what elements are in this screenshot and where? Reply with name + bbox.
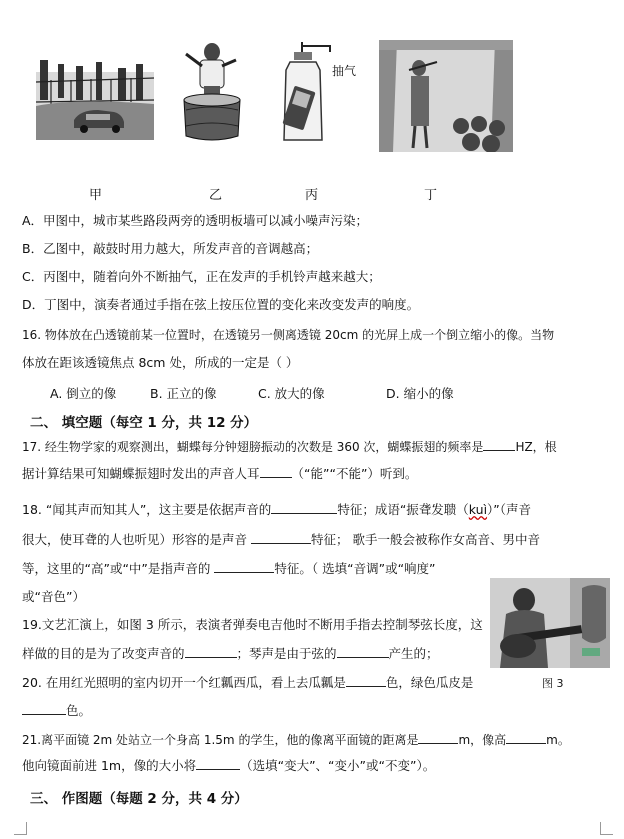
figure-ding-violinist xyxy=(379,40,513,152)
q21-text-1b: m，像高 xyxy=(458,733,507,747)
q18-line-1 xyxy=(22,502,531,518)
q21-text-1c: m。 xyxy=(546,733,570,747)
q21-text-1a: 21.离平面镜 2m 处站立一个身高 1.5m 的学生，他的像离平面镜的距离是 xyxy=(22,733,419,747)
caption-bing: 丙 xyxy=(305,188,319,203)
figure-3-caption: 图 3 xyxy=(542,677,564,690)
section-3-heading: 三、 作图题（每题 2 分，共 4 分） xyxy=(30,791,248,807)
figure-bing-bell-jar xyxy=(282,40,332,144)
bing-pump-label: 抽气 xyxy=(332,64,357,78)
q21-text-2a: 他向镜面前进 1m，像的大小将 xyxy=(22,758,197,773)
q18-text-2b: 特征； 歌手一般会被称作女高音、男中音 xyxy=(311,532,540,547)
q15-option-a: A．甲图中，城市某些路段两旁的透明板墙可以减小噪声污染； xyxy=(22,213,369,228)
q18-line-4: 或“音色”） xyxy=(22,589,85,604)
q17-text-1a: 17. 经生物学家的观察测出，蝴蝶每分钟翅膀振动的次数是 360 次，蝴蝶振翅的频率是 xyxy=(22,440,484,454)
q21-blank-1 xyxy=(418,732,458,744)
caption-jia: 甲 xyxy=(89,188,103,203)
q18-text-1c: ）”（声音 xyxy=(487,502,532,517)
q17-line-1 xyxy=(22,439,557,455)
q19-text-2a: 样做的目的是为了改变声音的 xyxy=(22,646,185,661)
q21-blank-3 xyxy=(196,758,240,770)
caption-yi: 乙 xyxy=(209,188,223,203)
q21-line-2 xyxy=(22,758,435,774)
q19-blank-1 xyxy=(185,646,237,658)
figure-3-guitarist xyxy=(490,578,610,668)
q16-option-a: A. 倒立的像 xyxy=(50,386,117,401)
q18-text-2a: 很大，使耳聋的人也听见）形容的是声音 xyxy=(22,532,248,547)
q18-text-3a: 等，这里的“高”或“中”是指声音的 xyxy=(22,561,211,576)
q19-line-1: 19.文艺汇演上，如图 3 所示，表演者弹奏电吉他时不断用手指去控制琴弦长度，这 xyxy=(22,617,483,632)
q17-text-2a: 据计算结果可知蝴蝶振翅时发出的声音人耳 xyxy=(22,466,260,481)
q19-line-2 xyxy=(22,646,439,662)
section-2-heading: 二、 填空题（每空 1 分，共 12 分） xyxy=(30,415,258,431)
q16-option-b: B. 正立的像 xyxy=(150,386,217,401)
q20-text-2: 色。 xyxy=(66,703,92,718)
q21-line-1 xyxy=(22,732,570,748)
q20-line-2 xyxy=(22,703,91,719)
q19-blank-2 xyxy=(337,646,389,658)
q16-line-1: 16. 物体放在凸透镜前某一位置时，在透镜另一侧离透镜 20cm 的光屏上成一个倒立缩小的像。当物 xyxy=(22,328,555,342)
q15-option-b: B．乙图中，敲鼓时用力越大，所发声音的音调越高； xyxy=(22,241,319,256)
q18-pinyin-kui: kuì xyxy=(468,502,488,517)
q20-blank-1 xyxy=(346,675,386,687)
q18-text-1a: 18. “闻其声而知其人”，这主要是依据声音的 xyxy=(22,502,272,517)
q19-text-2c: 产生的； xyxy=(388,646,439,661)
q17-blank-audible xyxy=(260,466,292,478)
q18-text-3b: 特征。（ 选填“音调”或“响度” xyxy=(274,561,436,576)
q18-blank-3 xyxy=(214,561,274,573)
q18-line-2 xyxy=(22,532,540,548)
q18-blank-2 xyxy=(251,532,311,544)
q20-text-1a: 20. 在用红光照明的室内切开一个红瓤西瓜，看上去瓜瓤是 xyxy=(22,675,346,690)
q19-text-2b: ；琴声是由于弦的 xyxy=(236,646,337,661)
q17-text-1b: HZ，根 xyxy=(515,440,557,454)
q16-option-d: D. 缩小的像 xyxy=(386,386,454,401)
page-corner-mark-right xyxy=(600,822,613,835)
q16-option-c: C. 放大的像 xyxy=(258,386,325,401)
q18-line-3 xyxy=(22,561,436,577)
q17-text-2b: （“能”“不能”）听到。 xyxy=(291,466,418,481)
q21-text-2b: （选填“变大”、“变小”或“不变”）。 xyxy=(240,758,436,773)
q20-blank-2 xyxy=(22,703,66,715)
q16-line-2: 体放在距该透镜焦点 8cm 处，所成的一定是（ ） xyxy=(22,355,299,370)
figure-yi-drummer xyxy=(180,40,242,144)
page-corner-mark-left xyxy=(14,822,27,835)
q15-option-d: D．丁图中，演奏者通过手指在弦上按压位置的变化来改变发声的响度。 xyxy=(22,297,420,312)
q21-blank-2 xyxy=(506,732,546,744)
q17-line-2 xyxy=(22,466,417,482)
figure-jia-road-barrier xyxy=(36,42,154,140)
q18-text-1b: 特征；成语“振聋发聩（ xyxy=(337,502,469,517)
caption-ding: 丁 xyxy=(424,188,438,203)
q20-text-1b: 色，绿色瓜皮是 xyxy=(385,675,474,690)
q15-option-c: C．丙图中，随着向外不断抽气，正在发声的手机铃声越来越大； xyxy=(22,269,381,284)
q20-line-1 xyxy=(22,675,473,691)
q18-blank-1 xyxy=(271,502,337,514)
q17-blank-frequency xyxy=(483,439,515,451)
